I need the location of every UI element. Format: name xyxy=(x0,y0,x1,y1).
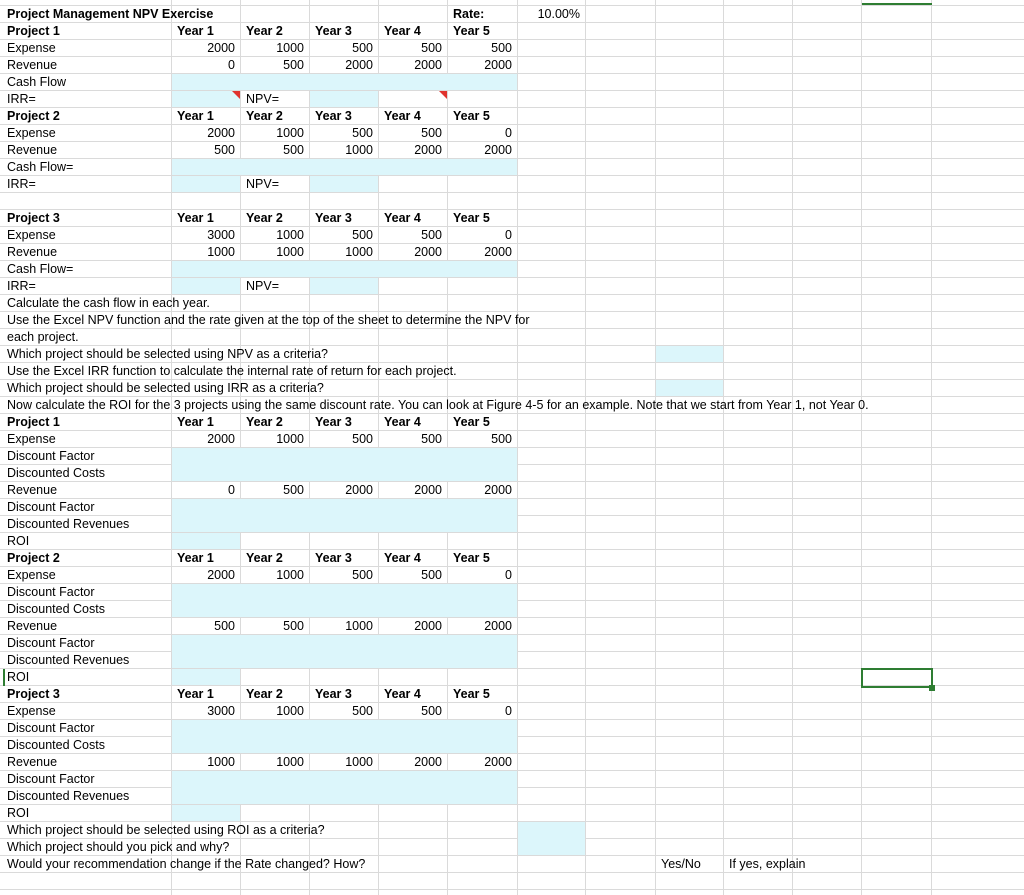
row-gridline xyxy=(0,702,1024,703)
revenue-value[interactable]: 2000 xyxy=(484,143,512,157)
if-yes-label[interactable]: If yes, explain xyxy=(729,857,806,871)
cashflow-input-p1[interactable] xyxy=(172,74,517,90)
revenue-value[interactable]: 2000 xyxy=(345,58,373,72)
year-header[interactable]: Year 1 xyxy=(177,687,214,701)
cashflow-input-p3[interactable] xyxy=(172,261,517,277)
row-cursor-indicator xyxy=(3,669,5,686)
roi-input-p2[interactable] xyxy=(172,669,240,685)
row-gridline xyxy=(0,209,1024,210)
discount-revenues-input-p2[interactable] xyxy=(172,635,517,668)
revenue-value[interactable]: 1000 xyxy=(345,245,373,259)
row-gridline xyxy=(0,90,1024,91)
expense-value[interactable]: 1000 xyxy=(276,228,304,242)
expense-value[interactable]: 1000 xyxy=(276,41,304,55)
year-header[interactable]: Year 1 xyxy=(177,211,214,225)
year-header[interactable]: Year 5 xyxy=(453,415,490,429)
expense-value[interactable]: 500 xyxy=(352,228,373,242)
year-header[interactable]: Year 3 xyxy=(315,24,352,38)
revenue-value[interactable]: 2000 xyxy=(484,483,512,497)
sheet-title[interactable]: Project Management NPV Exercise xyxy=(7,7,214,21)
year-header[interactable]: Year 3 xyxy=(315,415,352,429)
project-name[interactable]: Project 3 xyxy=(7,687,60,701)
discount-factor-label[interactable]: Discount Factor xyxy=(7,500,95,514)
year-header[interactable]: Year 5 xyxy=(453,24,490,38)
row-gridline xyxy=(0,192,1024,193)
year-header[interactable]: Year 1 xyxy=(177,551,214,565)
instruction-text[interactable]: Which project should be selected using IRR as a criteria? xyxy=(7,381,324,395)
year-header[interactable]: Year 2 xyxy=(246,211,283,225)
npv-label[interactable]: NPV= xyxy=(246,92,280,106)
row-gridline xyxy=(0,175,1024,176)
row-gridline xyxy=(0,226,1024,227)
row-gridline xyxy=(0,804,1024,805)
year-header[interactable]: Year 1 xyxy=(177,109,214,123)
row-gridline xyxy=(0,889,1024,890)
expense-label[interactable]: Expense xyxy=(7,41,56,55)
roi-label[interactable]: ROI xyxy=(7,670,30,684)
revenue-value[interactable]: 1000 xyxy=(207,755,235,769)
yes-no-label[interactable]: Yes/No xyxy=(661,857,701,871)
revenue-value[interactable]: 2000 xyxy=(414,483,442,497)
project-name[interactable]: Project 1 xyxy=(7,24,60,38)
expense-value[interactable]: 500 xyxy=(421,228,442,242)
year-header[interactable]: Year 4 xyxy=(384,687,421,701)
cashflow-label[interactable]: Cash Flow xyxy=(7,75,67,89)
year-header[interactable]: Year 3 xyxy=(315,109,352,123)
row-gridline xyxy=(0,243,1024,244)
year-header[interactable]: Year 4 xyxy=(384,211,421,225)
year-header[interactable]: Year 2 xyxy=(246,551,283,565)
expense-value[interactable]: 0 xyxy=(505,126,512,140)
year-header[interactable]: Year 2 xyxy=(246,687,283,701)
expense-label[interactable]: Expense xyxy=(7,228,56,242)
row-gridline xyxy=(0,566,1024,567)
revenue-value[interactable]: 2000 xyxy=(484,619,512,633)
question-text[interactable]: Which project should you pick and why? xyxy=(7,840,230,854)
revenue-value[interactable]: 2000 xyxy=(484,755,512,769)
expense-value[interactable]: 1000 xyxy=(276,126,304,140)
npv-answer-input[interactable] xyxy=(656,346,723,362)
year-header[interactable]: Year 5 xyxy=(453,687,490,701)
revenue-value[interactable]: 1000 xyxy=(207,245,235,259)
expense-value[interactable]: 500 xyxy=(352,41,373,55)
revenue-value[interactable]: 500 xyxy=(283,619,304,633)
comment-marker[interactable] xyxy=(232,91,240,99)
discount-factor-label[interactable]: Discount Factor xyxy=(7,721,95,735)
revenue-value[interactable]: 2000 xyxy=(414,755,442,769)
revenue-value[interactable]: 2000 xyxy=(414,245,442,259)
revenue-value[interactable]: 1000 xyxy=(345,143,373,157)
cashflow-input-p2[interactable] xyxy=(172,159,517,175)
rate-label[interactable]: Rate: xyxy=(453,7,485,21)
project-name[interactable]: Project 3 xyxy=(7,211,60,225)
discount-costs-input-p3[interactable] xyxy=(172,720,517,753)
column-selection-indicator xyxy=(862,3,932,5)
row-gridline xyxy=(0,549,1024,550)
irr-input-p3[interactable] xyxy=(172,278,240,294)
row-gridline xyxy=(0,39,1024,40)
year-header[interactable]: Year 1 xyxy=(177,415,214,429)
expense-value[interactable]: 500 xyxy=(352,568,373,582)
discount-costs-input-p1[interactable] xyxy=(172,448,517,481)
revenue-value[interactable]: 2000 xyxy=(484,58,512,72)
expense-value[interactable]: 2000 xyxy=(207,432,235,446)
expense-value[interactable]: 1000 xyxy=(276,704,304,718)
revenue-value[interactable]: 2000 xyxy=(345,483,373,497)
roi-input-p3[interactable] xyxy=(172,805,240,821)
cashflow-label[interactable]: Cash Flow= xyxy=(7,262,74,276)
discount-revenues-input-p3[interactable] xyxy=(172,771,517,804)
expense-value[interactable]: 500 xyxy=(421,568,442,582)
discounted-costs-label[interactable]: Discounted Costs xyxy=(7,738,105,752)
revenue-value[interactable]: 2000 xyxy=(414,143,442,157)
discount-factor-label[interactable]: Discount Factor xyxy=(7,636,95,650)
year-header[interactable]: Year 3 xyxy=(315,551,352,565)
discounted-costs-label[interactable]: Discounted Costs xyxy=(7,466,105,480)
year-header[interactable]: Year 4 xyxy=(384,24,421,38)
discounted-costs-label[interactable]: Discounted Costs xyxy=(7,602,105,616)
discounted-revenues-label[interactable]: Discounted Revenues xyxy=(7,653,130,667)
expense-label[interactable]: Expense xyxy=(7,704,56,718)
year-header[interactable]: Year 4 xyxy=(384,109,421,123)
irr-label[interactable]: IRR= xyxy=(7,177,36,191)
row-gridline xyxy=(0,481,1024,482)
expense-value[interactable]: 0 xyxy=(505,704,512,718)
irr-label[interactable]: IRR= xyxy=(7,92,36,106)
row-gridline xyxy=(0,617,1024,618)
revenue-label[interactable]: Revenue xyxy=(7,58,58,72)
discount-costs-input-p2[interactable] xyxy=(172,584,517,617)
discount-factor-label[interactable]: Discount Factor xyxy=(7,449,95,463)
discount-factor-label[interactable]: Discount Factor xyxy=(7,585,95,599)
expense-value[interactable]: 500 xyxy=(491,432,512,446)
question-text[interactable]: Which project should be selected using ROI as a criteria? xyxy=(7,823,325,837)
npv-label[interactable]: NPV= xyxy=(246,177,280,191)
row-gridline xyxy=(0,277,1024,278)
revenue-value[interactable]: 2000 xyxy=(414,58,442,72)
project-name[interactable]: Project 2 xyxy=(7,109,60,123)
roi-label[interactable]: ROI xyxy=(7,534,30,548)
comment-marker[interactable] xyxy=(439,91,447,99)
expense-value[interactable]: 500 xyxy=(491,41,512,55)
year-header[interactable]: Year 2 xyxy=(246,109,283,123)
expense-value[interactable]: 500 xyxy=(352,126,373,140)
expense-label[interactable]: Expense xyxy=(7,568,56,582)
instruction-text[interactable]: Use the Excel NPV function and the rate given at the top of the sheet to determine the NPV for xyxy=(7,313,530,327)
year-header[interactable]: Year 5 xyxy=(453,211,490,225)
revenue-value[interactable]: 2000 xyxy=(484,245,512,259)
row-gridline xyxy=(0,532,1024,533)
revenue-value[interactable]: 2000 xyxy=(414,619,442,633)
year-header[interactable]: Year 2 xyxy=(246,24,283,38)
revenue-label[interactable]: Revenue xyxy=(7,755,58,769)
cashflow-label[interactable]: Cash Flow= xyxy=(7,160,74,174)
roi-answer-input[interactable] xyxy=(518,822,585,855)
instruction-text[interactable]: Use the Excel IRR function to calculate the internal rate of return for each project. xyxy=(7,364,457,378)
revenue-value[interactable]: 500 xyxy=(283,58,304,72)
expense-value[interactable]: 2000 xyxy=(207,568,235,582)
discounted-revenues-label[interactable]: Discounted Revenues xyxy=(7,517,130,531)
npv-input-p3[interactable] xyxy=(310,278,378,294)
npv-input-p2[interactable] xyxy=(310,176,378,192)
year-header[interactable]: Year 3 xyxy=(315,687,352,701)
expense-value[interactable]: 3000 xyxy=(207,228,235,242)
instruction-text[interactable]: Now calculate the ROI for the 3 projects using the same discount rate. You can look at Figure 4-5 for an example. Note that we start from Year 1, not Year 0. xyxy=(7,398,869,412)
expense-value[interactable]: 1000 xyxy=(276,568,304,582)
revenue-label[interactable]: Revenue xyxy=(7,619,58,633)
year-header[interactable]: Year 5 xyxy=(453,551,490,565)
expense-label[interactable]: Expense xyxy=(7,432,56,446)
revenue-value[interactable]: 1000 xyxy=(345,619,373,633)
row-gridline xyxy=(0,753,1024,754)
expense-value[interactable]: 1000 xyxy=(276,432,304,446)
irr-answer-input[interactable] xyxy=(656,380,723,396)
selection-fill-handle[interactable] xyxy=(929,685,935,691)
year-header[interactable]: Year 1 xyxy=(177,24,214,38)
row-gridline xyxy=(0,56,1024,57)
expense-label[interactable]: Expense xyxy=(7,126,56,140)
roi-input-p1[interactable] xyxy=(172,533,240,549)
revenue-label[interactable]: Revenue xyxy=(7,143,58,157)
revenue-value[interactable]: 1000 xyxy=(276,245,304,259)
revenue-value[interactable]: 0 xyxy=(228,483,235,497)
irr-label[interactable]: IRR= xyxy=(7,279,36,293)
revenue-value[interactable]: 1000 xyxy=(276,755,304,769)
expense-value[interactable]: 2000 xyxy=(207,41,235,55)
row-gridline xyxy=(0,141,1024,142)
roi-label[interactable]: ROI xyxy=(7,806,30,820)
selected-cell[interactable] xyxy=(861,668,933,688)
expense-value[interactable]: 3000 xyxy=(207,704,235,718)
year-header[interactable]: Year 3 xyxy=(315,211,352,225)
year-header[interactable]: Year 4 xyxy=(384,551,421,565)
revenue-label[interactable]: Revenue xyxy=(7,245,58,259)
irr-input-p2[interactable] xyxy=(172,176,240,192)
row-gridline xyxy=(0,430,1024,431)
revenue-value[interactable]: 500 xyxy=(214,143,235,157)
revenue-value[interactable]: 1000 xyxy=(345,755,373,769)
expense-value[interactable]: 2000 xyxy=(207,126,235,140)
expense-value[interactable]: 500 xyxy=(421,126,442,140)
year-header[interactable]: Year 5 xyxy=(453,109,490,123)
project-name[interactable]: Project 2 xyxy=(7,551,60,565)
row-gridline xyxy=(0,107,1024,108)
instruction-text[interactable]: Calculate the cash flow in each year. xyxy=(7,296,210,310)
expense-value[interactable]: 500 xyxy=(421,704,442,718)
revenue-value[interactable]: 0 xyxy=(228,58,235,72)
expense-value[interactable]: 500 xyxy=(352,704,373,718)
revenue-value[interactable]: 500 xyxy=(283,483,304,497)
question-text[interactable]: Would your recommendation change if the Rate changed? How? xyxy=(7,857,366,871)
instruction-text[interactable]: each project. xyxy=(7,330,79,344)
year-header[interactable]: Year 2 xyxy=(246,415,283,429)
expense-value[interactable]: 0 xyxy=(505,568,512,582)
irr-input-p1[interactable] xyxy=(172,91,240,107)
year-header[interactable]: Year 4 xyxy=(384,415,421,429)
instruction-text[interactable]: Which project should be selected using NPV as a criteria? xyxy=(7,347,328,361)
revenue-value[interactable]: 500 xyxy=(214,619,235,633)
expense-value[interactable]: 500 xyxy=(352,432,373,446)
npv-input-p1[interactable] xyxy=(310,91,378,107)
expense-value[interactable]: 500 xyxy=(421,41,442,55)
expense-value[interactable]: 500 xyxy=(421,432,442,446)
revenue-value[interactable]: 500 xyxy=(283,143,304,157)
row-gridline xyxy=(0,124,1024,125)
project-name[interactable]: Project 1 xyxy=(7,415,60,429)
discount-factor-label[interactable]: Discount Factor xyxy=(7,772,95,786)
discount-revenues-input-p1[interactable] xyxy=(172,499,517,532)
expense-value[interactable]: 0 xyxy=(505,228,512,242)
rate-value[interactable]: 10.00% xyxy=(537,7,580,21)
revenue-label[interactable]: Revenue xyxy=(7,483,58,497)
npv-label[interactable]: NPV= xyxy=(246,279,280,293)
discounted-revenues-label[interactable]: Discounted Revenues xyxy=(7,789,130,803)
